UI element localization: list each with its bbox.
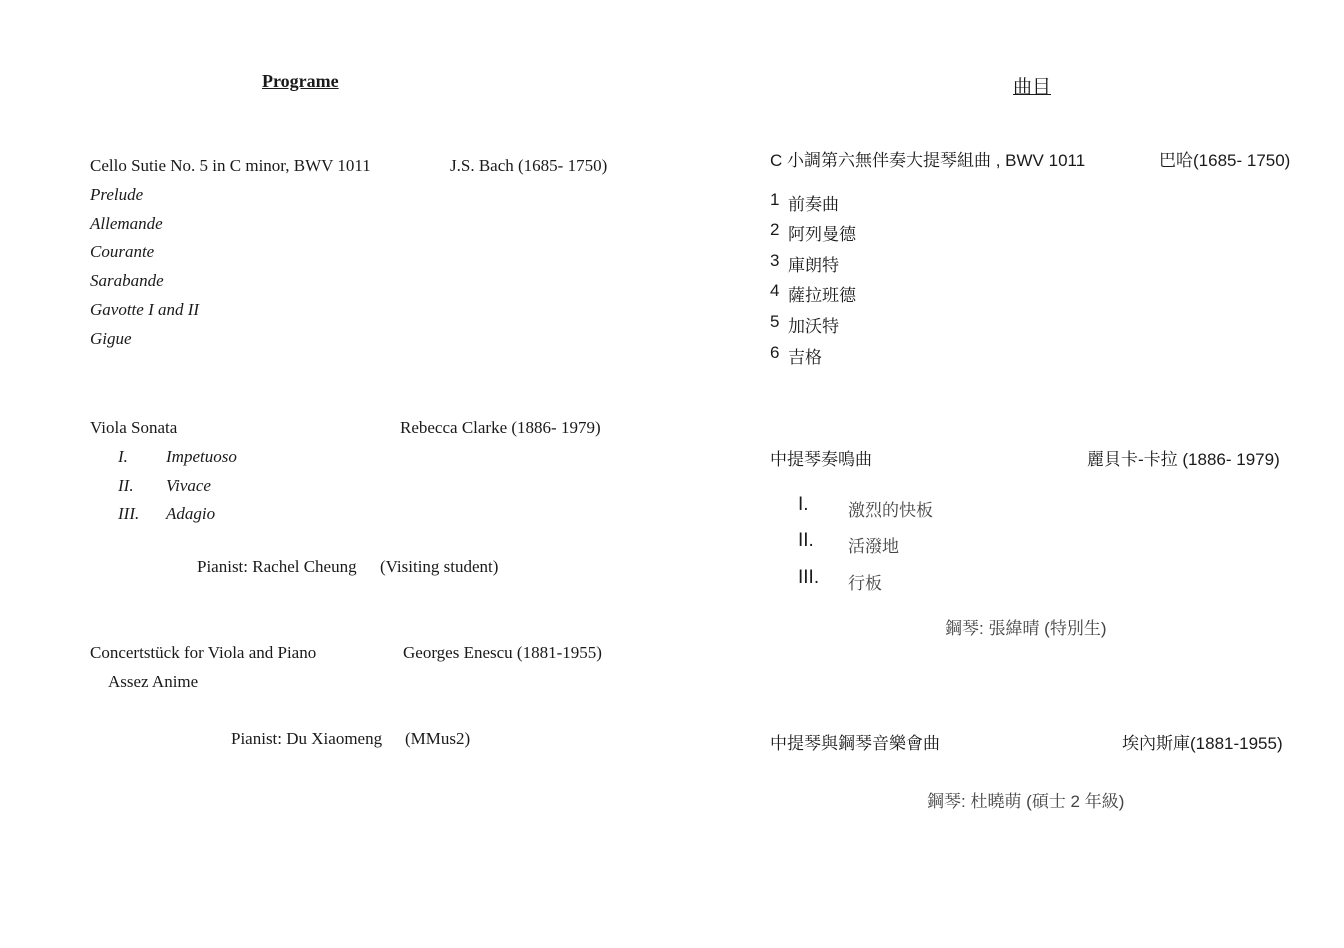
- movement-item: Courante: [90, 242, 155, 261]
- piece1-composer-zh: 巴哈(1685- 1750): [1159, 151, 1291, 170]
- movement-item: 加沃特: [788, 317, 839, 336]
- piece2-composer-zh: 麗貝卡-卡拉 (1886- 1979): [1087, 450, 1280, 469]
- movement-item: 激烈的快板: [848, 501, 933, 520]
- page-title-en: Programe: [262, 71, 339, 91]
- movement-item: Allemande: [90, 214, 163, 233]
- movement-item: 薩拉班德: [788, 286, 856, 305]
- movement-number: II.: [798, 530, 814, 551]
- movement-item: 庫朗特: [788, 256, 839, 275]
- piece3-pianist-note-en: (MMus2): [405, 729, 471, 748]
- movement-number: 6: [770, 343, 780, 362]
- piece1-title-zh: C 小調第六無伴奏大提琴組曲 , BWV 1011: [770, 151, 1086, 170]
- movement-number: 5: [770, 312, 780, 331]
- piece2-composer-en: Rebecca Clarke (1886- 1979): [400, 418, 601, 437]
- piece2-title-zh: 中提琴奏鳴曲: [770, 450, 872, 469]
- piece1-title-en: Cello Sutie No. 5 in C minor, BWV 1011: [90, 156, 371, 175]
- piece3-composer-en: Georges Enescu (1881-1955): [403, 643, 602, 662]
- piece2-pianist-note-en: (Visiting student): [380, 557, 499, 576]
- movement-item: 行板: [848, 574, 882, 593]
- piece3-title-en: Concertstück for Viola and Piano: [90, 643, 317, 662]
- movement-item: Gavotte I and II: [90, 300, 200, 319]
- movement-number: 3: [770, 251, 780, 270]
- movement-item: Prelude: [90, 185, 144, 204]
- movement-number: III.: [118, 504, 140, 523]
- piece1-composer-en: J.S. Bach (1685- 1750): [450, 156, 608, 175]
- movement-item: 前奏曲: [788, 195, 839, 214]
- movement-number: II.: [118, 476, 134, 495]
- movement-item: Sarabande: [90, 271, 164, 290]
- piece2-pianist-zh: 鋼琴: 張緯晴 (特別生): [945, 619, 1107, 638]
- movement-number: I.: [798, 494, 809, 515]
- movement-item: 活潑地: [848, 537, 899, 556]
- movement-item: Assez Anime: [108, 672, 199, 691]
- piece3-pianist-en: Pianist: Du Xiaomeng: [231, 729, 383, 748]
- page-title-zh: 曲目: [1013, 76, 1052, 98]
- movement-item: Gigue: [90, 329, 132, 348]
- movement-number: I.: [118, 447, 128, 466]
- piece3-title-zh: 中提琴與鋼琴音樂會曲: [770, 734, 940, 753]
- piece2-title-en: Viola Sonata: [90, 418, 178, 437]
- movement-number: III.: [798, 567, 820, 588]
- movement-number: 1: [770, 190, 780, 209]
- movement-item: 吉格: [788, 348, 822, 367]
- movement-item: Impetuoso: [166, 447, 237, 466]
- piece3-composer-zh: 埃內斯庫(1881-1955): [1122, 734, 1283, 753]
- piece3-pianist-zh: 鋼琴: 杜曉萌 (碩士 2 年級): [927, 792, 1125, 811]
- movement-number: 2: [770, 220, 780, 239]
- movement-number: 4: [770, 281, 780, 300]
- movement-item: 阿列曼德: [788, 225, 856, 244]
- piece2-pianist-en: Pianist: Rachel Cheung: [197, 557, 357, 576]
- movement-item: Adagio: [166, 504, 216, 523]
- movement-item: Vivace: [166, 476, 211, 495]
